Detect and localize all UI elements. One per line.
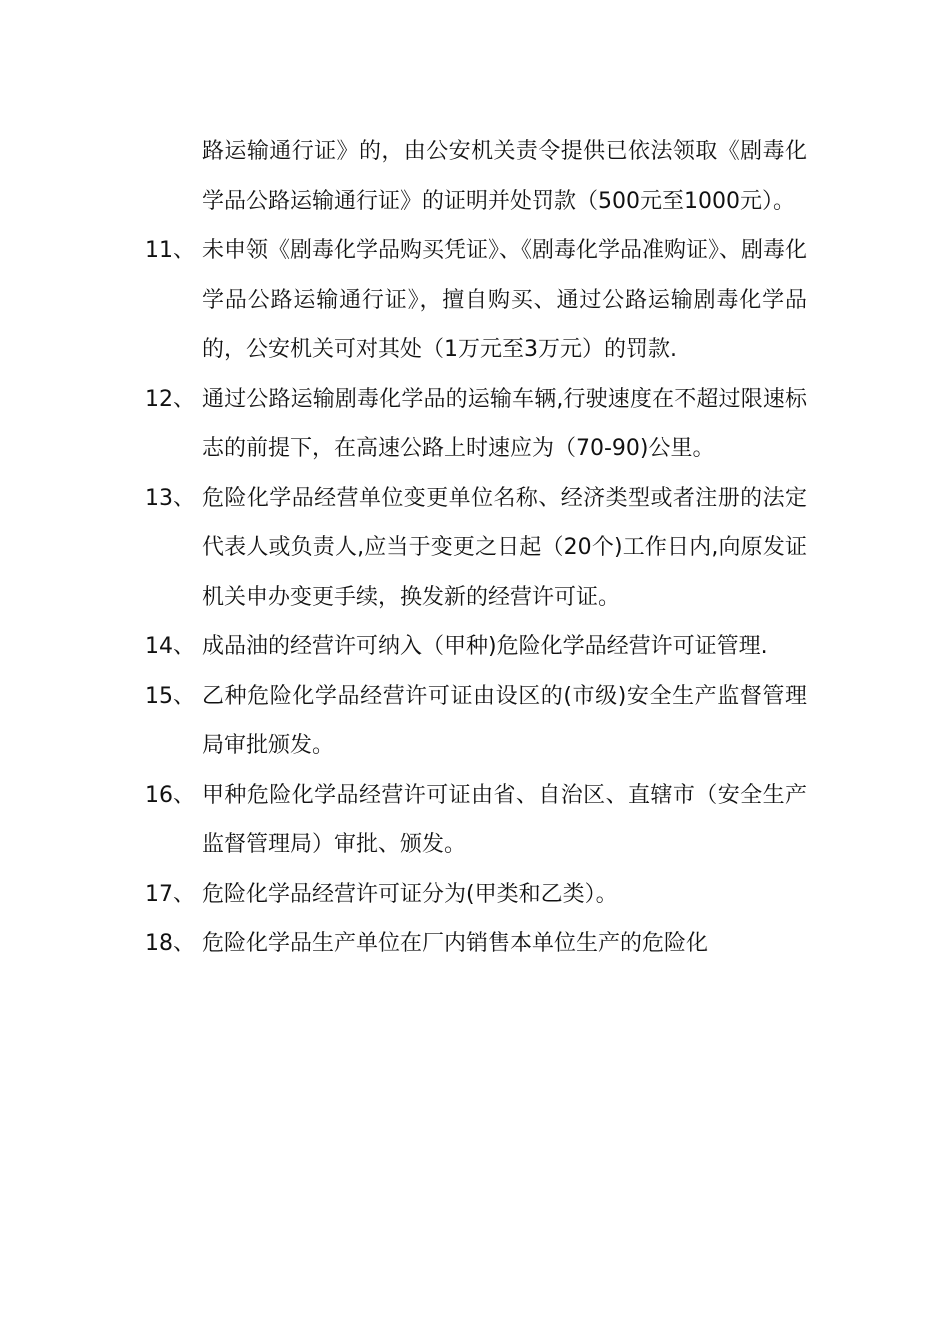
list-item-14 <box>145 622 807 672</box>
item-text: 危险化学品生产单位在厂内销售本单位生产的危险化 <box>202 931 709 956</box>
document-body <box>145 127 807 969</box>
item-text: 未申领《剧毒化学品购买凭证》、《剧毒化学品准购证》、剧毒化学品公路运输通行证》，擅自购买、通过公路运输剧毒化学品的，公安机关可对其处（1万元至3万元）的罚款. <box>202 238 808 362</box>
list-item-continuation <box>145 127 807 226</box>
item-number: 18、 <box>145 931 195 956</box>
list-item-13 <box>145 474 807 623</box>
item-number: 13、 <box>145 485 195 511</box>
item-number <box>145 127 202 226</box>
list-item-16 <box>145 771 807 870</box>
item-text: 通过公路运输剧毒化学品的运输车辆,行驶速度在不超过限速标志的前提下，在高速公路上时速应为（70-90)公里。 <box>202 386 807 461</box>
item-text: 危险化学品经营许可证分为(甲类和乙类）。 <box>202 881 618 907</box>
item-number: 17、 <box>145 881 195 907</box>
list-item-17 <box>145 870 807 920</box>
item-number: 16、 <box>145 782 195 808</box>
item-text: 乙种危险化学品经营许可证由设区的(市级)安全生产监督管理局审批颁发。 <box>202 683 807 758</box>
item-text: 危险化学品经营单位变更单位名称、经济类型或者注册的法定代表人或负责人,应当于变更之日起（20个)工作日内,向原发证机关申办变更手续，换发新的经营许可证。 <box>202 485 807 610</box>
item-number: 15、 <box>145 683 195 709</box>
item-text: 甲种危险化学品经营许可证由省、自治区、直辖市（安全生产监督管理局）审批、颁发。 <box>202 782 807 857</box>
item-text: 路运输通行证》的，由公安机关责令提供已依法领取《剧毒化学品公路运输通行证》的证明并处罚款（500元至1000元）。 <box>202 139 807 214</box>
list-item-15 <box>145 672 807 771</box>
item-number: 11、 <box>145 238 195 263</box>
item-number: 14、 <box>145 634 195 659</box>
item-text: 成品油的经营许可纳入（甲种)危险化学品经营许可证管理. <box>202 634 768 659</box>
list-item-12 <box>145 375 807 474</box>
item-number: 12、 <box>145 386 195 412</box>
list-item-18 <box>145 919 807 969</box>
list-item-11 <box>145 226 807 375</box>
